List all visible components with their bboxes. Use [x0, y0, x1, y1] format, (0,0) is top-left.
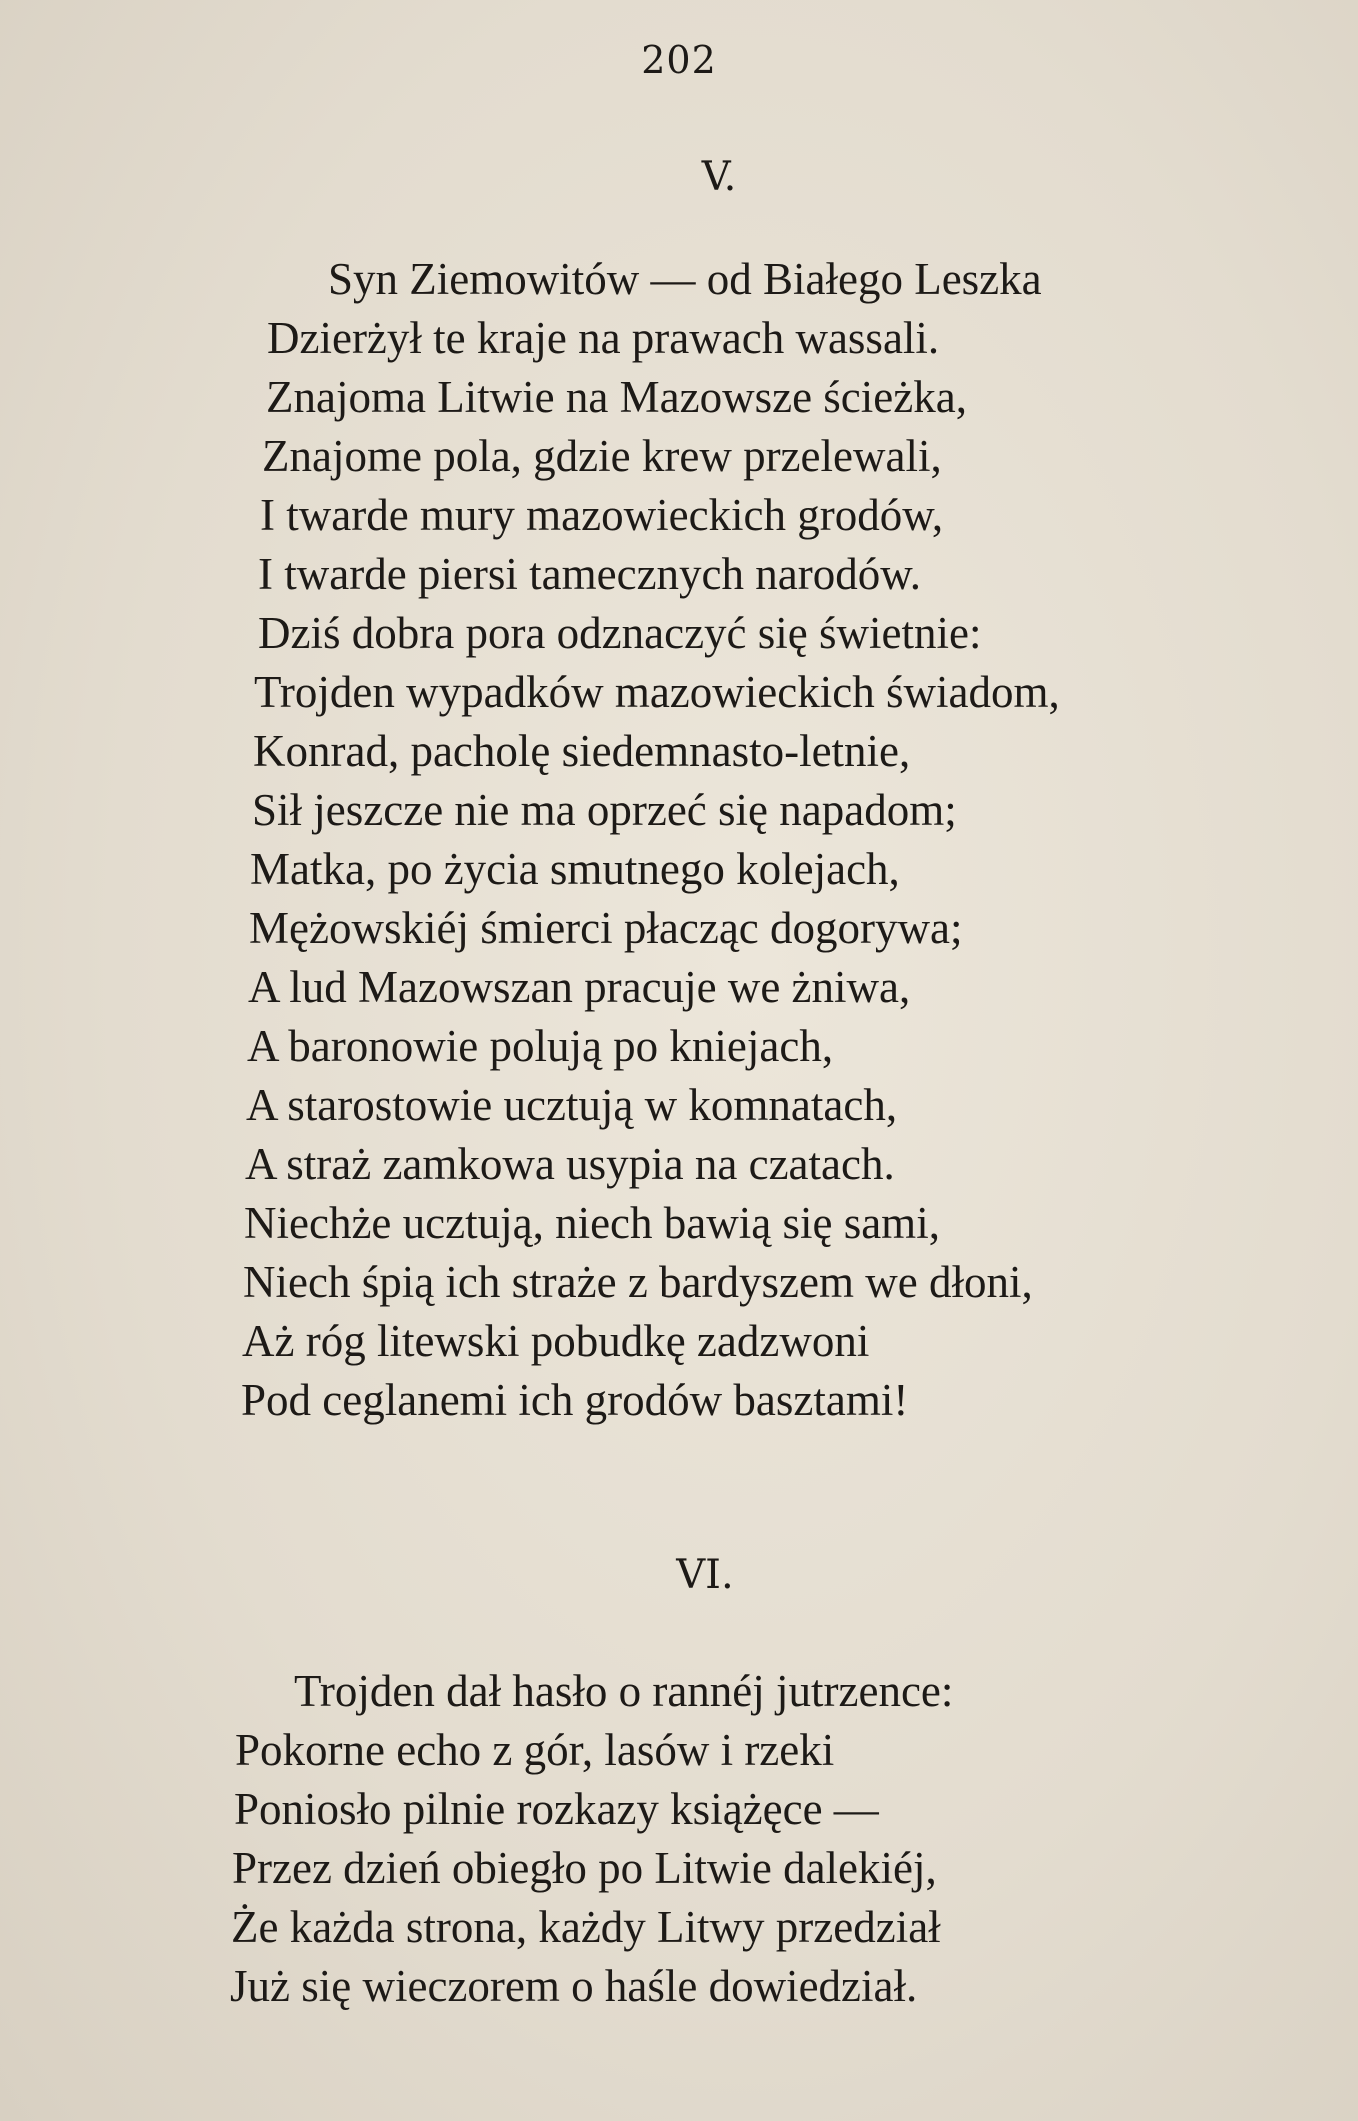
verse-line: Pokorne echo z gór, lasów i rzeki	[235, 1725, 835, 1775]
section-heading-v: V.	[701, 154, 737, 200]
verse-line: Matka, po życia smutnego kolejach,	[250, 844, 900, 894]
verse-line: I twarde mury mazowieckich grodów,	[260, 490, 944, 540]
verse-line: Trojden dał hasło o rannéj jutrzence:	[294, 1666, 954, 1716]
verse-line: Dzierżył te kraje na prawach wassali.	[267, 313, 940, 363]
verse-line: Pod ceglanemi ich grodów basztami!	[241, 1375, 909, 1425]
verse-line: Sił jeszcze nie ma oprzeć się napadom;	[252, 785, 957, 835]
verse-line: Konrad, pacholę siedemnasto-letnie,	[253, 726, 911, 776]
stanza-v	[241, 250, 1060, 1430]
verse-line: I twarde piersi tamecznych narodów.	[258, 549, 922, 599]
verse-line: Znajoma Litwie na Mazowsze ścieżka,	[266, 372, 967, 422]
verse-line: Niech śpią ich straże z bardyszem we dłoni,	[243, 1257, 1033, 1307]
verse-line: Niechże ucztują, niech bawią się sami,	[244, 1198, 940, 1248]
verse-line: A baronowie polują po kniejach,	[247, 1021, 834, 1071]
verse-line: A straż zamkowa usypia na czatach.	[245, 1139, 895, 1189]
verse-line: Już się wieczorem o haśle dowiedział.	[230, 1961, 918, 2011]
verse-line: Dziś dobra pora odznaczyć się świetnie:	[258, 608, 982, 658]
verse-line: Poniosło pilnie rozkazy książęce —	[234, 1784, 879, 1834]
verse-line: Że każda strona, każdy Litwy przedział	[231, 1902, 941, 1952]
page-number: 202	[641, 38, 717, 82]
section-heading-vi: VI.	[676, 1552, 734, 1598]
verse-line: Syn Ziemowitów — od Białego Leszka	[328, 254, 1042, 304]
verse-line: Mężowskiéj śmierci płacząc dogorywa;	[249, 903, 963, 953]
verse-line: A starostowie ucztują w komnatach,	[246, 1080, 898, 1130]
verse-line: Przez dzień obiegło po Litwie dalekiéj,	[232, 1843, 937, 1893]
verse-line: A lud Mazowszan pracuje we żniwa,	[248, 962, 911, 1012]
verse-line: Aż róg litewski pobudkę zadzwoni	[242, 1316, 870, 1366]
stanza-vi	[230, 1662, 954, 2016]
verse-line: Trojden wypadków mazowieckich świadom,	[254, 667, 1060, 717]
verse-line: Znajome pola, gdzie krew przelewali,	[262, 431, 942, 481]
